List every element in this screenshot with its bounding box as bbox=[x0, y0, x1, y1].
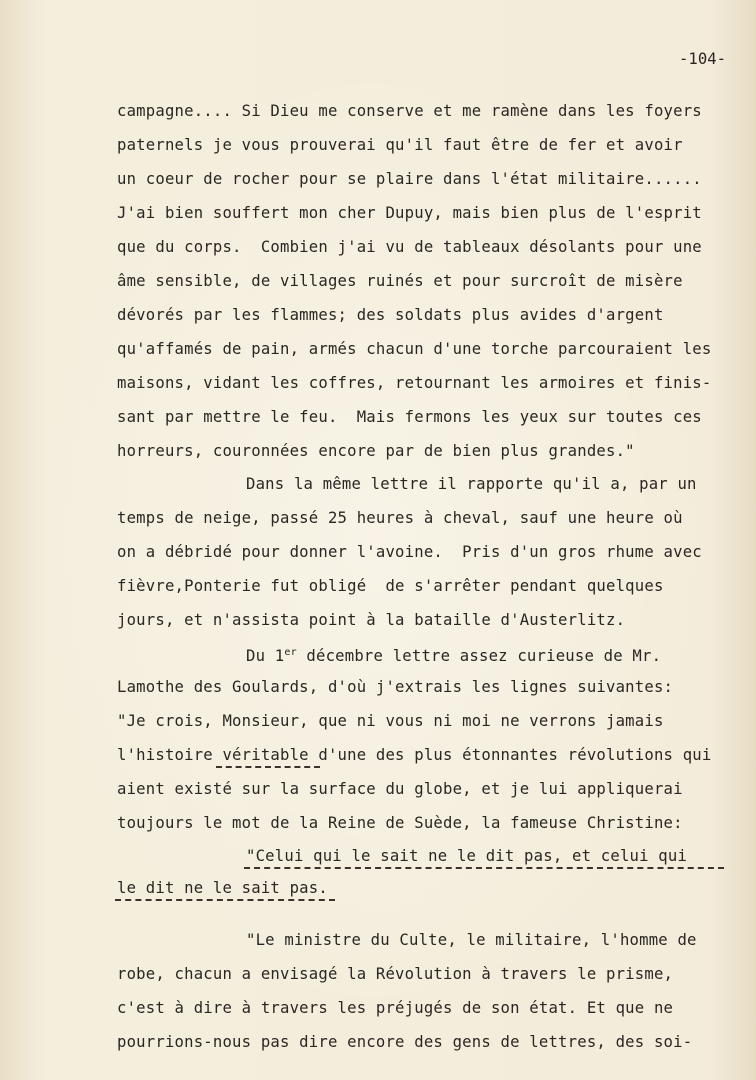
text-line: un coeur de rocher pour se plaire dans l'état militaire...... bbox=[117, 170, 702, 188]
underline-veritable bbox=[216, 766, 320, 768]
text-line-du bbox=[246, 643, 661, 666]
text-line: Dans la même lettre il rapporte qu'il a, par un bbox=[246, 475, 697, 493]
du-suffix: décembre lettre assez curieuse de Mr. bbox=[296, 647, 662, 665]
text-line: pourrions-nous pas dire encore des gens de lettres, des soi- bbox=[117, 1033, 693, 1051]
text-line: qu'affamés de pain, armés chacun d'une torche parcouraient les bbox=[117, 340, 712, 358]
text-line: jours, et n'assista point à la bataille d'Austerlitz. bbox=[117, 611, 626, 629]
page-number: -104- bbox=[679, 50, 726, 68]
text-line: temps de neige, passé 25 heures à cheval, sauf une heure où bbox=[117, 509, 683, 527]
text-line: dévorés par les flammes; des soldats plus avides d'argent bbox=[117, 306, 664, 324]
text-line: campagne.... Si Dieu me conserve et me ramène dans les foyers bbox=[117, 102, 702, 120]
text-line: sant par mettre le feu. Mais fermons les yeux sur toutes ces bbox=[117, 408, 702, 426]
text-line: paternels je vous prouverai qu'il faut être de fer et avoir bbox=[117, 136, 683, 154]
du-prefix: Du 1 bbox=[246, 647, 285, 665]
text-line: toujours le mot de la Reine de Suède, la fameuse Christine: bbox=[117, 814, 683, 832]
superscript-er: er bbox=[284, 647, 297, 658]
text-line: horreurs, couronnées encore par de bien plus grandes." bbox=[117, 442, 635, 460]
text-line: "Je crois, Monsieur, que ni vous ni moi ne verrons jamais bbox=[117, 712, 664, 730]
text-line: maisons, vidant les coffres, retournant les armoires et finis- bbox=[117, 374, 712, 392]
quote-underline-1 bbox=[244, 867, 724, 869]
text-line: aient existé sur la surface du globe, et je lui appliquerai bbox=[117, 780, 683, 798]
text-line: que du corps. Combien j'ai vu de tableaux désolants pour une bbox=[117, 238, 702, 256]
quote-underline-2 bbox=[115, 899, 335, 901]
text-line: Lamothe des Goulards, d'où j'extrais les lignes suivantes: bbox=[117, 678, 674, 696]
text-line: âme sensible, de villages ruinés et pour surcroît de misère bbox=[117, 272, 683, 290]
quote-line: le dit ne le sait pas. bbox=[117, 879, 328, 897]
quote-line: "Celui qui le sait ne le dit pas, et celui qui bbox=[246, 847, 688, 865]
text-line: J'ai bien souffert mon cher Dupuy, mais bien plus de l'esprit bbox=[117, 204, 702, 222]
text-line: on a débridé pour donner l'avoine. Pris d'un gros rhume avec bbox=[117, 543, 702, 561]
text-line: c'est à dire à travers les préjugés de son état. Et que ne bbox=[117, 999, 674, 1017]
text-line: "Le ministre du Culte, le militaire, l'homme de bbox=[246, 931, 697, 949]
text-line: l'histoire véritable d'une des plus étonnantes révolutions qui bbox=[117, 746, 712, 764]
text-line: robe, chacun a envisagé la Révolution à travers le prisme, bbox=[117, 965, 674, 983]
text-line: fièvre,Ponterie fut obligé de s'arrêter pendant quelques bbox=[117, 577, 664, 595]
